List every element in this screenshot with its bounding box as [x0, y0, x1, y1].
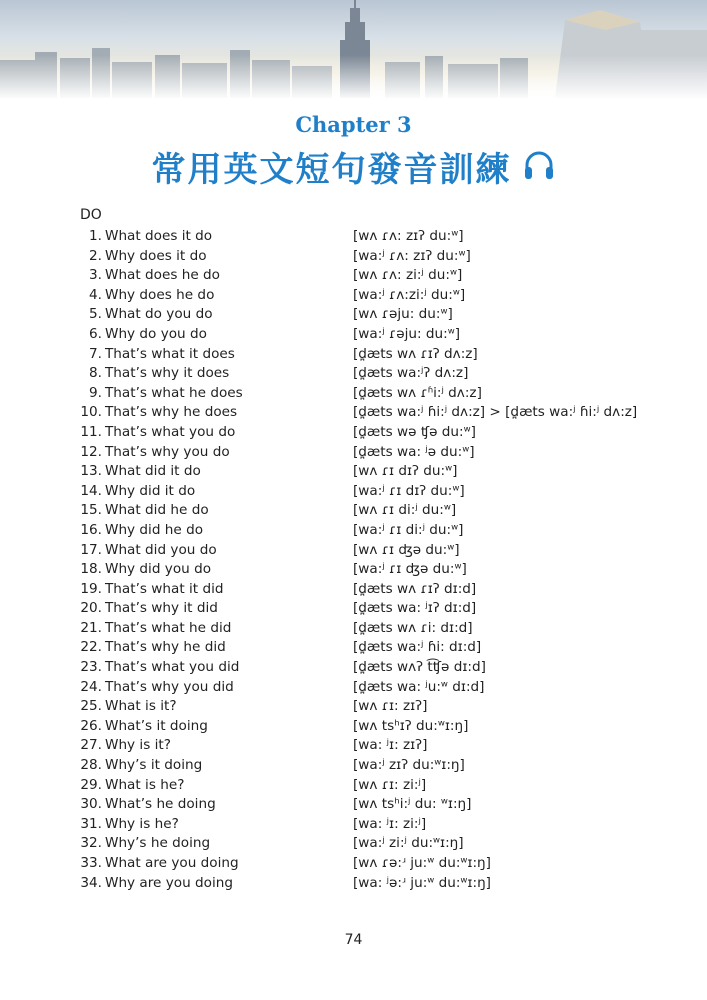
item-phrase: Why does he do — [105, 286, 215, 303]
item-phrase: Why did you do — [105, 561, 212, 578]
skyline-illustration — [0, 0, 707, 98]
item-pronunciation: [wa:ʲ ɾʌ:zi:ʲ du:ʷ] — [353, 286, 466, 303]
item-phrase: That’s why it does — [105, 365, 230, 382]
item-number: 25. — [80, 698, 102, 715]
item-pronunciation: [wʌ ɾɪ: zi:ʲ] — [353, 776, 427, 793]
item-number: 5. — [89, 306, 102, 323]
item-number: 28. — [80, 757, 102, 774]
item-number: 17. — [80, 541, 102, 558]
list-item — [0, 325, 707, 345]
list-item — [0, 756, 707, 776]
item-phrase: What does it do — [105, 228, 213, 244]
city-skyline-banner — [0, 0, 707, 98]
item-pronunciation: [d̪æts wʌ ɾɪʔ dɪ:d] — [353, 580, 477, 597]
item-phrase: That’s what it did — [105, 580, 224, 597]
list-item — [0, 854, 707, 874]
item-pronunciation: [wʌ ɾʌ: zɪʔ du:ʷ] — [353, 228, 464, 244]
item-phrase: What is he? — [105, 776, 185, 793]
item-phrase: That’s what he did — [105, 619, 232, 636]
chapter-title: 常用英文短句發音訓練 — [151, 149, 512, 190]
item-phrase: Why are you doing — [105, 874, 233, 891]
item-pronunciation: [wa:ʲ zɪʔ du:ʷɪ:ŋ] — [353, 757, 465, 774]
item-pronunciation: [wa: ʲɪ: zɪʔ] — [353, 737, 428, 754]
item-pronunciation: [wʌ ɾɪ dɪʔ du:ʷ] — [353, 463, 458, 480]
list-item — [0, 521, 707, 541]
item-pronunciation: [d̪æts wa:ʲ ɦi:ʲ dʌ:z] > [d̪æts wa:ʲ ɦi:ʲ dʌ:z] — [353, 404, 638, 421]
item-pronunciation: [d̪æts wa: ʲɪʔ dɪ:d] — [353, 600, 477, 617]
item-phrase: That’s what you do — [105, 423, 236, 440]
list-item — [0, 736, 707, 756]
list-item — [0, 815, 707, 835]
item-number: 8. — [89, 365, 102, 382]
item-number: 10. — [80, 404, 102, 421]
item-pronunciation: [d̪æts wʌ ɾʱi:ʲ dʌ:z] — [353, 384, 482, 401]
list-item — [0, 286, 707, 306]
item-number: 32. — [80, 835, 102, 852]
item-pronunciation: [wa:ʲ ɾɪ di:ʲ du:ʷ] — [353, 521, 464, 538]
list-item — [0, 678, 707, 698]
item-phrase: Why did it do — [105, 482, 196, 499]
item-number: 19. — [80, 580, 102, 597]
item-number: 15. — [80, 502, 102, 519]
item-number: 30. — [80, 796, 102, 813]
item-number: 13. — [80, 463, 102, 480]
list-item — [0, 776, 707, 796]
item-pronunciation: [d̪æts wʌʔ t͡ʧə dɪ:d] — [353, 659, 486, 676]
list-item — [0, 580, 707, 600]
item-number: 29. — [80, 776, 102, 793]
list-item — [0, 638, 707, 658]
item-number: 26. — [80, 717, 102, 734]
item-number: 18. — [80, 561, 102, 578]
item-pronunciation: [wa: ʲɪ: zi:ʲ] — [353, 815, 427, 832]
item-pronunciation: [d̪æts wə ʧə du:ʷ] — [353, 423, 476, 440]
item-phrase: Why is he? — [105, 815, 179, 832]
item-number: 33. — [80, 855, 102, 871]
item-number: 2. — [89, 247, 102, 264]
list-item — [0, 227, 707, 247]
item-number: 4. — [89, 286, 102, 303]
list-item — [0, 384, 707, 404]
item-number: 9. — [89, 384, 102, 401]
section-label-do: DO — [80, 207, 102, 223]
item-pronunciation: [d̪æts wʌ ɾi: dɪ:d] — [353, 619, 473, 636]
item-number: 7. — [89, 345, 102, 362]
item-pronunciation: [wʌ tsʰɪʔ du:ʷɪ:ŋ] — [353, 717, 469, 734]
item-number: 22. — [80, 639, 102, 656]
item-phrase: That’s why you do — [105, 443, 230, 460]
item-pronunciation: [wʌ tsʰi:ʲ du: ʷɪ:ŋ] — [353, 796, 472, 813]
item-phrase: That’s why he did — [105, 639, 226, 656]
item-phrase: That’s what he does — [105, 384, 243, 401]
item-number: 31. — [80, 815, 102, 832]
phrase-list — [0, 227, 707, 893]
item-pronunciation: [wʌ ɾɪ: zɪʔ] — [353, 698, 428, 715]
item-number: 3. — [89, 267, 102, 284]
item-number: 16. — [80, 521, 102, 538]
item-pronunciation: [wʌ ɾɪ ʤə du:ʷ] — [353, 541, 460, 558]
item-pronunciation: [d̪æts wa: ʲə du:ʷ] — [353, 443, 475, 460]
item-pronunciation: [wa:ʲ ɾɪ ʤə du:ʷ] — [353, 561, 467, 578]
list-item — [0, 619, 707, 639]
list-item — [0, 501, 707, 521]
list-item — [0, 717, 707, 737]
item-pronunciation: [wa:ʲ ɾɪ dɪʔ du:ʷ] — [353, 482, 465, 499]
list-item — [0, 599, 707, 619]
list-item — [0, 266, 707, 286]
list-item — [0, 443, 707, 463]
item-pronunciation: [d̪æts wa: ʲu:ʷ dɪ:d] — [353, 678, 485, 695]
list-item — [0, 364, 707, 384]
item-phrase: What did he do — [105, 502, 209, 519]
list-item — [0, 541, 707, 561]
item-number: 6. — [89, 325, 102, 342]
item-pronunciation: [wʌ ɾɪ di:ʲ du:ʷ] — [353, 502, 457, 519]
list-item — [0, 305, 707, 325]
item-phrase: Why did he do — [105, 521, 204, 538]
item-pronunciation: [wʌ ɾʌ: zi:ʲ du:ʷ] — [353, 267, 463, 284]
list-item — [0, 874, 707, 894]
item-pronunciation: [d̪æts wa:ʲʔ dʌ:z] — [353, 365, 469, 382]
item-pronunciation: [wa:ʲ ɾʌ: zɪʔ du:ʷ] — [353, 247, 471, 264]
item-phrase: What is it? — [105, 698, 177, 715]
list-item — [0, 423, 707, 443]
item-phrase: That’s what you did — [105, 659, 240, 676]
list-item — [0, 345, 707, 365]
item-number: 12. — [80, 443, 102, 460]
list-item — [0, 247, 707, 267]
item-phrase: What’s it doing — [105, 717, 208, 734]
item-number: 34. — [80, 874, 102, 891]
item-phrase: Why does it do — [105, 247, 207, 264]
list-item — [0, 482, 707, 502]
item-phrase: That’s what it does — [105, 345, 235, 362]
item-phrase: That’s why he does — [105, 404, 238, 421]
item-number: 14. — [80, 482, 102, 499]
item-number: 23. — [80, 659, 102, 676]
headphones-icon[interactable] — [522, 149, 556, 183]
page-number: 74 — [344, 932, 363, 948]
item-number: 24. — [80, 678, 102, 695]
item-phrase: Why’s he doing — [105, 835, 211, 852]
list-item — [0, 403, 707, 423]
item-phrase: Why do you do — [105, 325, 207, 342]
list-item — [0, 834, 707, 854]
item-phrase: That’s why you did — [105, 678, 234, 695]
item-number: 27. — [80, 737, 102, 754]
item-pronunciation: [wʌ ɾəju: du:ʷ] — [353, 306, 453, 323]
list-item — [0, 560, 707, 580]
item-phrase: What’s he doing — [105, 796, 216, 813]
item-pronunciation: [d̪æts wʌ ɾɪʔ dʌ:z] — [353, 345, 478, 362]
item-phrase: What are you doing — [105, 855, 239, 871]
item-phrase: That’s why it did — [105, 600, 218, 617]
item-phrase: What did it do — [105, 463, 201, 480]
item-phrase: What do you do — [105, 306, 213, 323]
item-number: 11. — [80, 423, 102, 440]
item-number: 1. — [89, 228, 102, 244]
item-number: 20. — [80, 600, 102, 617]
item-phrase: What did you do — [105, 541, 217, 558]
item-pronunciation: [wa: ʲə:ʴ ju:ʷ du:ʷɪ:ŋ] — [353, 874, 491, 891]
chapter-label: Chapter 3 — [295, 112, 412, 137]
item-pronunciation: [wa:ʲ ɾəju: du:ʷ] — [353, 325, 461, 342]
list-item — [0, 658, 707, 678]
item-pronunciation: [d̪æts wa:ʲ ɦi: dɪ:d] — [353, 639, 482, 656]
item-number: 21. — [80, 619, 102, 636]
list-item — [0, 697, 707, 717]
item-pronunciation: [wʌ ɾə:ʴ ju:ʷ du:ʷɪ:ŋ] — [353, 855, 491, 871]
item-phrase: What does he do — [105, 267, 220, 284]
list-item — [0, 795, 707, 815]
item-phrase: Why is it? — [105, 737, 171, 754]
item-phrase: Why’s it doing — [105, 757, 203, 774]
item-pronunciation: [wa:ʲ zi:ʲ du:ʷɪ:ŋ] — [353, 835, 464, 852]
list-item — [0, 462, 707, 482]
chapter-title-row — [0, 146, 707, 190]
